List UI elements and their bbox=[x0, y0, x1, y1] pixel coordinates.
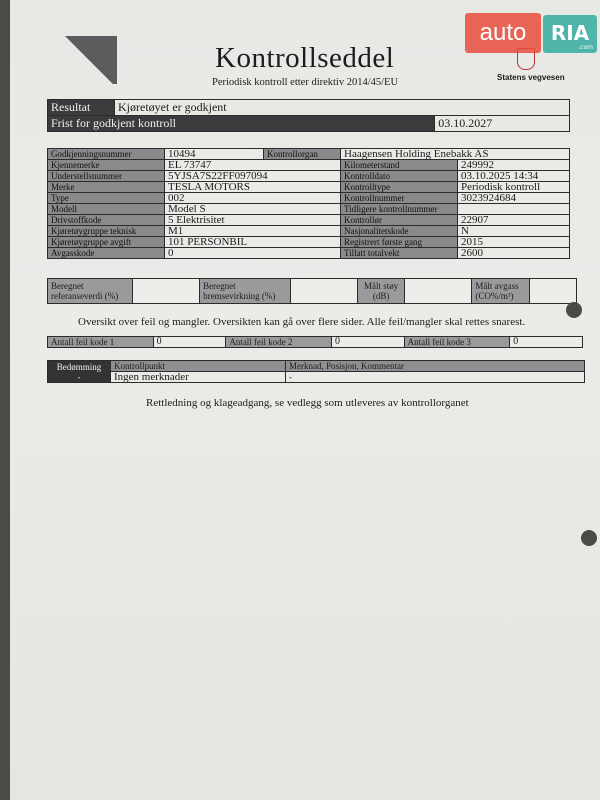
field-value: Periodisk kontroll bbox=[458, 182, 570, 193]
watermark-com: .com bbox=[578, 44, 593, 51]
field-label: Nasjonalitetskode bbox=[341, 226, 458, 237]
result-table bbox=[47, 99, 570, 132]
field-value bbox=[458, 204, 570, 215]
remark-value: - bbox=[286, 372, 585, 383]
field-label: Kjøretøygruppe teknisk bbox=[48, 226, 165, 237]
measurements-table bbox=[47, 278, 577, 304]
vehicle-row bbox=[48, 160, 570, 171]
vehicle-row bbox=[48, 204, 570, 215]
exhaust-value bbox=[530, 279, 577, 304]
deadline-row bbox=[48, 116, 570, 132]
fault-code-3-value: 0 bbox=[510, 337, 583, 348]
deadline-label: Frist for godkjent kontroll bbox=[48, 116, 435, 132]
fault-code-3-label: Antall feil kode 3 bbox=[404, 337, 510, 348]
field-label: Drivstoffkode bbox=[48, 215, 165, 226]
watermark-auto: auto bbox=[465, 13, 541, 53]
field-label: Godkjenningsnummer bbox=[48, 149, 165, 160]
vehicle-row bbox=[48, 193, 570, 204]
assessment-value: - bbox=[77, 371, 81, 382]
field-value: 0 bbox=[165, 248, 341, 259]
field-value: 22907 bbox=[458, 215, 570, 226]
autoria-watermark bbox=[465, 13, 597, 55]
deadline-value: 03.10.2027 bbox=[435, 116, 570, 132]
checkpoint-value: Ingen merknader bbox=[111, 372, 286, 383]
field-value: 2600 bbox=[458, 248, 570, 259]
field-value: M1 bbox=[165, 226, 341, 237]
org-label: Kontrollorgan bbox=[264, 149, 341, 160]
noise-label: Målt støy (dB) bbox=[358, 279, 405, 304]
field-label: Understellsnummer bbox=[48, 171, 165, 182]
corner-graphic bbox=[65, 36, 117, 84]
vehicle-row bbox=[48, 226, 570, 237]
watermark-ria bbox=[543, 15, 597, 53]
field-label: Tillatt totalvekt bbox=[341, 248, 458, 259]
remarks-row bbox=[48, 372, 585, 383]
agency-name: Statens vegvesen bbox=[497, 73, 565, 82]
assessment-header: Bedømming - bbox=[48, 361, 111, 383]
inspection-document bbox=[10, 0, 600, 800]
checkpoint-header: Kontrollpunkt bbox=[111, 361, 286, 372]
overview-text: Oversikt over feil og mangler. Oversikten kan gå over flere sider. Alle feil/mangler skal rettes snarest. bbox=[78, 316, 526, 328]
fault-code-1-value: 0 bbox=[153, 337, 226, 348]
reference-value bbox=[133, 279, 200, 304]
result-label: Resultat bbox=[48, 100, 115, 116]
brake-effect-value bbox=[291, 279, 358, 304]
fault-count-row bbox=[48, 337, 583, 348]
field-value: 002 bbox=[165, 193, 341, 204]
field-label: Registrert første gang bbox=[341, 237, 458, 248]
field-value: 5YJSA7S22FF097094 bbox=[165, 171, 341, 182]
field-value: 249992 bbox=[458, 160, 570, 171]
field-label: Tidligere kontrollnummer bbox=[341, 204, 458, 215]
document-subtitle: Periodisk kontroll etter direktiv 2014/45/EU bbox=[212, 77, 399, 88]
result-row bbox=[48, 100, 570, 116]
vehicle-table bbox=[47, 148, 570, 259]
exhaust-label: Målt avgass (CO%/m³) bbox=[472, 279, 530, 304]
punch-hole bbox=[581, 530, 597, 546]
field-value: 101 PERSONBIL bbox=[165, 237, 341, 248]
vehicle-row bbox=[48, 248, 570, 259]
field-label: Kontrolldato bbox=[341, 171, 458, 182]
field-value: TESLA MOTORS bbox=[165, 182, 341, 193]
punch-hole bbox=[566, 302, 582, 318]
vehicle-row bbox=[48, 149, 570, 160]
noise-value bbox=[405, 279, 472, 304]
field-label: Type bbox=[48, 193, 165, 204]
org-value: Haagensen Holding Enebakk AS bbox=[341, 149, 570, 160]
vehicle-row bbox=[48, 215, 570, 226]
field-value: 10494 bbox=[165, 149, 264, 160]
fault-code-2-value: 0 bbox=[331, 337, 404, 348]
field-label: Avgasskode bbox=[48, 248, 165, 259]
field-value: Model S bbox=[165, 204, 341, 215]
field-value: N bbox=[458, 226, 570, 237]
footer-note: Rettledning og klageadgang, se vedlegg som utleveres av kontrollorganet bbox=[146, 397, 469, 409]
field-label: Kontrollør bbox=[341, 215, 458, 226]
fault-count-table bbox=[47, 336, 583, 348]
measurements-row bbox=[48, 279, 577, 304]
vehicle-row bbox=[48, 182, 570, 193]
vehicle-row bbox=[48, 171, 570, 182]
watermark-ria-text: RIA bbox=[550, 21, 590, 45]
vehicle-row bbox=[48, 237, 570, 248]
remarks-header-row bbox=[48, 361, 585, 372]
remarks-table bbox=[47, 360, 585, 383]
field-label: Kilometerstand bbox=[341, 160, 458, 171]
field-label: Kjennemerke bbox=[48, 160, 165, 171]
field-label: Merke bbox=[48, 182, 165, 193]
remark-header: Merknad, Posisjon, Kommentar bbox=[286, 361, 585, 372]
field-value: 5 Elektrisitet bbox=[165, 215, 341, 226]
field-value: 3023924684 bbox=[458, 193, 570, 204]
field-label: Kontrolltype bbox=[341, 182, 458, 193]
brake-effect-label: Beregnet bremsevirkning (%) bbox=[200, 279, 291, 304]
fault-code-1-label: Antall feil kode 1 bbox=[48, 337, 154, 348]
field-value: 03.10.2025 14:34 bbox=[458, 171, 570, 182]
field-label: Kontrollnummer bbox=[341, 193, 458, 204]
field-value: EL 73747 bbox=[165, 160, 341, 171]
field-value: 2015 bbox=[458, 237, 570, 248]
field-label: Modell bbox=[48, 204, 165, 215]
result-value: Kjøretøyet er godkjent bbox=[115, 100, 570, 116]
fault-code-2-label: Antall feil kode 2 bbox=[226, 337, 332, 348]
document-title: Kontrollseddel bbox=[215, 42, 395, 74]
reference-value-label: Beregnet referanseverdi (%) bbox=[48, 279, 133, 304]
field-label: Kjøretøygruppe avgift bbox=[48, 237, 165, 248]
